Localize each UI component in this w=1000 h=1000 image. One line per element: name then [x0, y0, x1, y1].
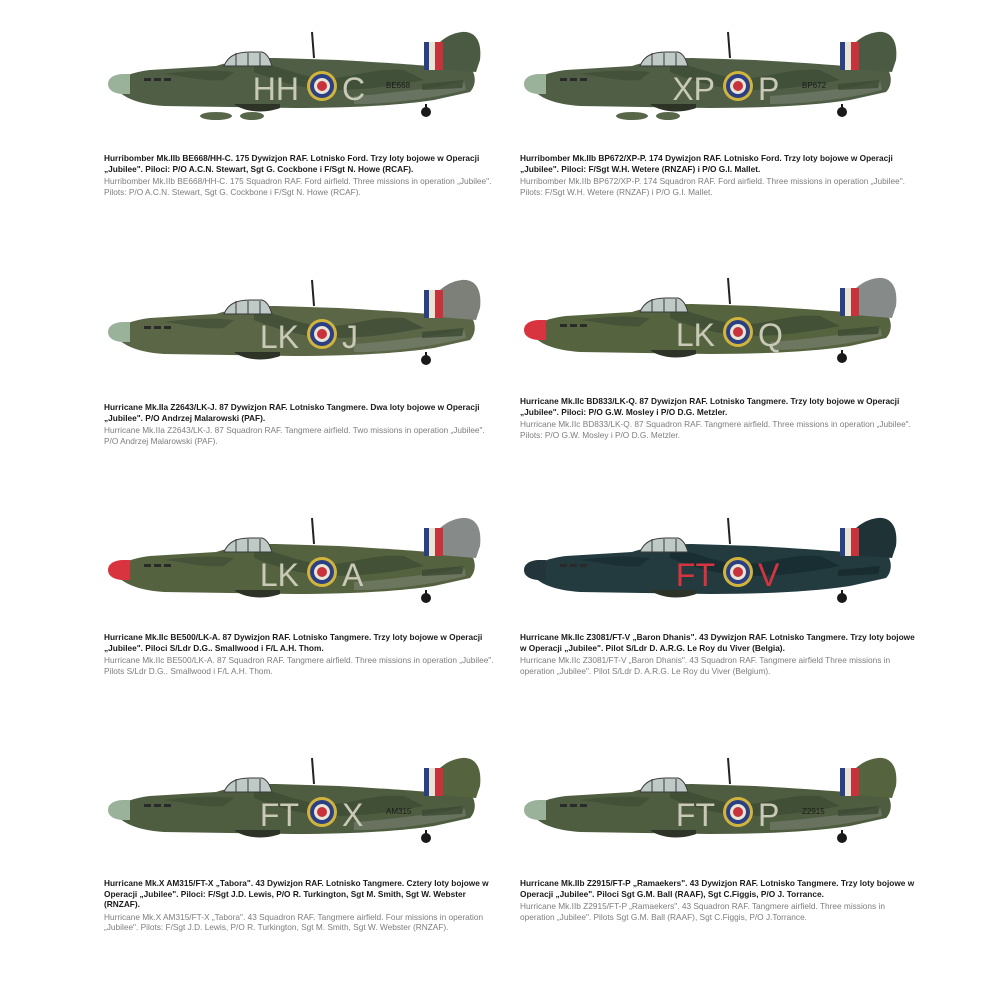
- spinner: [524, 320, 546, 340]
- exhaust: [144, 804, 151, 807]
- caption: [104, 402, 499, 446]
- code-letters-left: FT: [259, 797, 299, 833]
- caption-english: Hurricane Mk.IIc Z3081/FT-V „Baron Dhanis". 43 Squadron RAF. Tangmere airfield Three missions in operation „Jubilee". Pilot S/Ldr D. A.R.G. Le Roy du Viver (Belgium).: [520, 655, 891, 676]
- fin-flash-white: [845, 528, 851, 556]
- fin-flash-blue: [424, 290, 429, 318]
- caption-polish: Hurricane Mk.IIc BE500/LK-A. 87 Dywizjon RAF. Lotnisko Tangmere. Trzy loty bojowe w Operacji „Jubilee". Piloci S/Ldr D.G.. Smallwood i F/L A.H. Thom.: [104, 632, 483, 653]
- code-letter-right: P: [758, 71, 780, 107]
- exhaust: [580, 564, 587, 567]
- fin-flash-blue: [840, 768, 845, 796]
- fin-flash-white: [845, 42, 851, 70]
- caption: [520, 396, 915, 440]
- exhaust: [580, 324, 587, 327]
- fin-flash-blue: [424, 42, 429, 70]
- aircraft-profile: [104, 746, 504, 856]
- caption-english: Hurricane Mk.X AM315/FT-X „Tabora". 43 Squadron RAF. Tangmere airfield. Four missions in operation „Jubilee". Pilots: F/Sgt J.D. Lewis, P/O R. Turkington, Sgt M. Smith, Sgt W. Webster (RNZAF).: [104, 911, 484, 933]
- caption: [104, 153, 499, 197]
- aerial-mast: [312, 758, 314, 784]
- code-letter-right: Q: [758, 317, 783, 353]
- fin-flash-white: [429, 768, 435, 796]
- code-letter-right: X: [342, 797, 364, 833]
- aerial-mast: [312, 518, 314, 544]
- code-letter-right: P: [758, 797, 780, 833]
- aircraft-svg: [520, 20, 920, 130]
- spinner: [524, 560, 546, 580]
- aircraft-svg: [520, 506, 920, 616]
- caption-polish: Hurricane Mk.IIb Z2915/FT-P „Ramaekers". 43 Dywizjon RAF. Lotnisko Tangmere. Trzy loty bojowe w Operacji „Jubilee". Piloci Sgt G.M. Ball (RAAF), Sgt C.Figgis, P/O J. Torrance.: [520, 878, 915, 899]
- caption-english: Hurricane Mk.IIc BD833/LK-Q. 87 Squadron RAF. Tangmere airfield. Three missions in operation „Jubilee". Pilots: P/O G.W. Mosley i P/O D.G. Metzler.: [520, 419, 911, 440]
- aerial-mast: [728, 758, 730, 784]
- caption-polish: Hurricane Mk.IIc BD833/LK-Q. 87 Dywizjon RAF. Lotnisko Tangmere. Trzy loty bojowe w Operacji „Jubilee". Piloci: P/O G.W. Mosley i P/O D.G. Metzler.: [520, 396, 900, 417]
- caption: [104, 632, 499, 676]
- code-letter-right: A: [342, 557, 364, 593]
- fin-flash-red: [851, 288, 859, 316]
- exhaust: [154, 78, 161, 81]
- caption: [520, 153, 915, 197]
- fin-flash-red: [851, 528, 859, 556]
- fin-flash-red: [435, 768, 443, 796]
- aircraft-profile: [520, 746, 920, 856]
- code-letter-right: J: [342, 319, 358, 355]
- code-letters-left: LK: [259, 557, 299, 593]
- code-letters-left: LK: [675, 317, 715, 353]
- fin-flash-blue: [840, 528, 845, 556]
- caption-polish: Hurricane Mk.X AM315/FT-X „Tabora". 43 Dywizjon RAF. Lotnisko Tangmere. Cztery loty bojowe w Operacji „Jubilee". Piloci: F/Sgt J.D. Lewis, P/O R. Turkington, Sgt M. Smith, Sgt W. Webster (RNZAF).: [104, 878, 489, 910]
- exhaust: [560, 804, 567, 807]
- caption-polish: Hurricane Mk.IIc Z3081/FT-V „Baron Dhanis". 43 Dywizjon RAF. Lotnisko Tangmere. Trzy loty bojowe w Operacji „Jubilee". Pilot S/Ldr D. A.R.G. Le Roy du Viver (Belgia).: [520, 632, 915, 653]
- aircraft-profile: [104, 20, 504, 130]
- spinner: [524, 800, 546, 820]
- exhaust: [570, 324, 577, 327]
- exhaust: [560, 324, 567, 327]
- fin-flash-white: [845, 288, 851, 316]
- caption: [104, 878, 499, 933]
- roundel-red: [733, 567, 743, 577]
- aerial-mast: [728, 278, 730, 304]
- caption: [520, 878, 915, 922]
- aerial-mast: [312, 280, 314, 306]
- exhaust: [560, 564, 567, 567]
- aircraft-svg: [104, 20, 504, 130]
- roundel-red: [733, 807, 743, 817]
- caption-english: Hurricane Mk.IIb Z2915/FT-P „Ramaekers". 43 Squadron RAF. Tangmere airfield. Three missions in operation „Jubilee". Pilots Sgt G.M. Ball (RAAF), Sgt C.Figgis, P/O J.Torrance.: [520, 901, 885, 922]
- code-letters-left: LK: [259, 319, 299, 355]
- exhaust: [154, 564, 161, 567]
- caption-polish: Hurribomber Mk.IIb BE668/HH-C. 175 Dywizjon RAF. Lotnisko Ford. Trzy loty bojowe w Operacji „Jubilee". Piloci: P/O A.C.N. Stewart, Sgt G. Cockbone i F/Sgt N. Howe (RCAF).: [104, 153, 480, 174]
- roundel-red: [733, 81, 743, 91]
- caption-english: Hurricane Mk.IIc BE500/LK-A. 87 Squadron RAF. Tangmere airfield. Three missions in operation „Jubilee". Pilots S/Ldr D.G.. Smallwood i F/L A.H. Thom.: [104, 655, 494, 676]
- roundel-red: [317, 807, 327, 817]
- serial-number: Z2915: [802, 807, 825, 816]
- code-letter-right: C: [342, 71, 366, 107]
- caption-english: Hurribomber Mk.IIb BE668/HH-C. 175 Squadron RAF. Ford airfield. Three missions in operation „Jubilee". Pilots: P/O A.C.N. Stewart, Sgt G. Cockbone i F/Sgt N. Howe (RCAF).: [104, 176, 492, 197]
- exhaust: [154, 804, 161, 807]
- spinner: [108, 322, 130, 342]
- fin-flash-blue: [424, 768, 429, 796]
- fin-flash-blue: [424, 528, 429, 556]
- exhaust: [154, 326, 161, 329]
- exhaust: [164, 804, 171, 807]
- aircraft-svg: [520, 266, 920, 376]
- fin-flash-red: [435, 290, 443, 318]
- caption-polish: Hurricane Mk.IIa Z2643/LK-J. 87 Dywizjon RAF. Lotnisko Tangmere. Dwa loty bojowe w Operacji „Jubilee". P/O Andrzej Malarowski (PAF).: [104, 402, 480, 423]
- aircraft-profile: [104, 268, 504, 378]
- caption: [520, 632, 915, 676]
- spinner: [524, 74, 546, 94]
- serial-number: BP672: [802, 81, 827, 90]
- aircraft-svg: [520, 746, 920, 856]
- spinner: [108, 560, 130, 580]
- fin-flash-white: [429, 528, 435, 556]
- fin-flash-red: [851, 768, 859, 796]
- exhaust: [570, 804, 577, 807]
- code-letters-left: HH: [252, 71, 299, 107]
- code-letters-left: FT: [675, 557, 715, 593]
- caption-polish: Hurribomber Mk.IIb BP672/XP-P. 174 Dywizjon RAF. Lotnisko Ford. Trzy loty bojowe w Operacji „Jubilee". Piloci: F/Sgt W.H. Wetere (RNZAF) i P/O G.I. Mallet.: [520, 153, 893, 174]
- caption-english: Hurribomber Mk.IIb BP672/XP-P. 174 Squadron RAF. Ford airfield. Three missions in operation „Jubilee". Pilots: F/Sgt W.H. Wetere (RNZAF) i P/O G.I. Mallet.: [520, 176, 905, 197]
- roundel-red: [317, 567, 327, 577]
- fin-flash-red: [435, 528, 443, 556]
- exhaust: [580, 78, 587, 81]
- aircraft-svg: [104, 506, 504, 616]
- exhaust: [570, 564, 577, 567]
- fin-flash-white: [429, 290, 435, 318]
- fin-flash-red: [435, 42, 443, 70]
- exhaust: [164, 326, 171, 329]
- spinner: [108, 74, 130, 94]
- roundel-red: [733, 327, 743, 337]
- caption-english: Hurricane Mk.IIa Z2643/LK-J. 87 Squadron RAF. Tangmere airfield. Two missions in operation „Jubilee". P/O Andrzej Malarowski (PAF).: [104, 425, 485, 446]
- serial-number: BE668: [386, 81, 411, 90]
- aerial-mast: [312, 32, 314, 58]
- bomb: [656, 112, 680, 120]
- bomb: [616, 112, 648, 120]
- fin-flash-blue: [840, 288, 845, 316]
- aircraft-svg: [104, 746, 504, 856]
- code-letters-left: XP: [672, 71, 715, 107]
- roundel-red: [317, 329, 327, 339]
- exhaust: [560, 78, 567, 81]
- exhaust: [570, 78, 577, 81]
- fin-flash-red: [851, 42, 859, 70]
- aircraft-profile: [520, 266, 920, 376]
- bomb: [200, 112, 232, 120]
- aircraft-svg: [104, 268, 504, 378]
- exhaust: [144, 326, 151, 329]
- fin-flash-white: [429, 42, 435, 70]
- exhaust: [144, 78, 151, 81]
- fin-flash-blue: [840, 42, 845, 70]
- aircraft-profile: [520, 506, 920, 616]
- aircraft-profile: [520, 20, 920, 130]
- aerial-mast: [728, 518, 730, 544]
- roundel-red: [317, 81, 327, 91]
- exhaust: [164, 564, 171, 567]
- aerial-mast: [728, 32, 730, 58]
- exhaust: [580, 804, 587, 807]
- bomb: [240, 112, 264, 120]
- exhaust: [144, 564, 151, 567]
- exhaust: [164, 78, 171, 81]
- code-letter-right: V: [758, 557, 780, 593]
- aircraft-profile: [104, 506, 504, 616]
- spinner: [108, 800, 130, 820]
- serial-number: AM315: [386, 807, 412, 816]
- fin-flash-white: [845, 768, 851, 796]
- code-letters-left: FT: [675, 797, 715, 833]
